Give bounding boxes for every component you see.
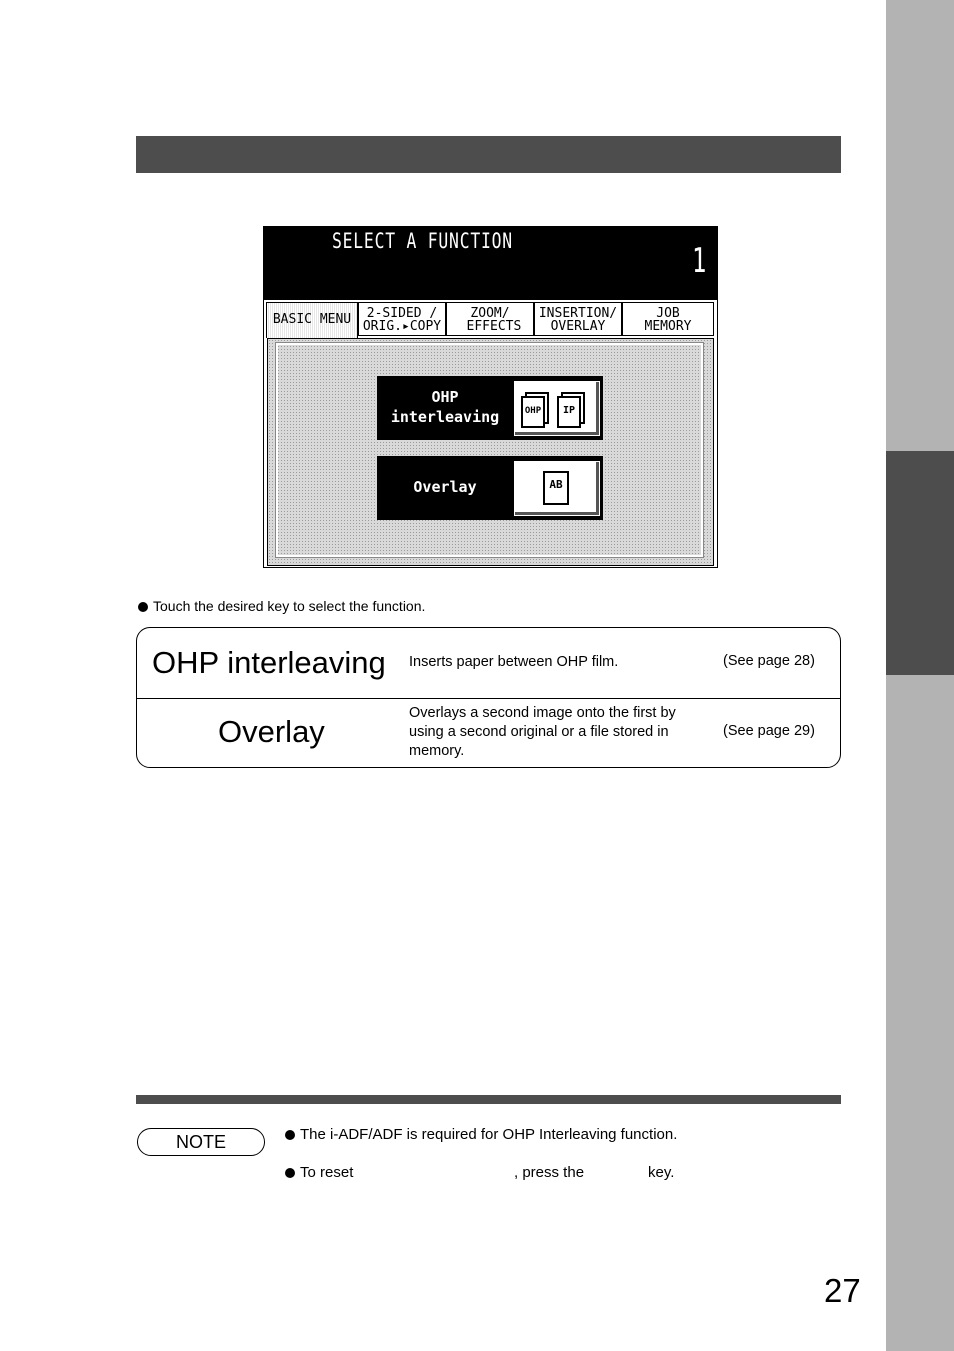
- function-ref-ohp: (See page 28): [723, 653, 815, 669]
- overlay-button-label: Overlay: [413, 478, 477, 496]
- bullet-icon: [138, 602, 148, 612]
- tab-basic-menu[interactable]: BASIC MENU: [266, 302, 358, 338]
- ohp-interleaving-button[interactable]: [377, 376, 603, 440]
- ohp-interleaving-icon: [514, 381, 600, 436]
- overlay-doc-icon: AB: [543, 471, 569, 505]
- function-desc-overlay: Overlays a second image onto the first by using a second original or a file stored in memory.: [409, 705, 676, 759]
- tab-2-sided[interactable]: 2-SIDED / ORIG.▸COPY: [358, 302, 446, 336]
- screen-body: [267, 338, 714, 566]
- function-ref-overlay: (See page 29): [723, 723, 815, 739]
- note-item-2-part2: , press the: [514, 1164, 585, 1181]
- control-panel-screen: [263, 226, 718, 568]
- note-divider-bar: [136, 1095, 841, 1104]
- note-item-2-part3: key.: [648, 1164, 675, 1181]
- ohp-interleaving-button-label: OHP interleaving: [390, 388, 500, 426]
- note-item-1: [285, 1126, 677, 1143]
- bullet-icon: [285, 1168, 295, 1178]
- side-strip: [886, 0, 954, 1351]
- bullet-icon: [285, 1130, 295, 1140]
- function-table: [136, 627, 841, 768]
- note-label: NOTE: [137, 1128, 265, 1156]
- tab-zoom-effects[interactable]: ZOOM/ EFFECTS: [446, 302, 534, 336]
- note-item-2: [285, 1164, 675, 1181]
- page-number: 27: [824, 1272, 861, 1309]
- note-item-1-text: The i-ADF/ADF is required for OHP Interleaving function.: [300, 1126, 678, 1143]
- tab-insertion-overlay[interactable]: INSERTION/ OVERLAY: [534, 302, 622, 336]
- overlay-button[interactable]: [377, 456, 603, 520]
- ohp-doc-front: OHP: [521, 396, 545, 428]
- overlay-icon: [514, 461, 600, 516]
- chapter-tab: [886, 451, 954, 675]
- function-name-ohp: OHP interleaving: [152, 645, 386, 680]
- section-header-bar: [136, 136, 841, 173]
- instruction-label: Touch the desired key to select the function.: [153, 598, 426, 614]
- screen-page-indicator: 1: [692, 241, 707, 281]
- tab-bar: [264, 302, 717, 338]
- function-name-overlay: Overlay: [218, 714, 325, 749]
- paper-doc-front: IP: [557, 396, 581, 428]
- function-desc-ohp: Inserts paper between OHP film.: [409, 654, 619, 670]
- instruction-text: [138, 598, 425, 614]
- screen-title: SELECT A FUNCTION: [332, 229, 513, 253]
- tab-job-memory[interactable]: JOB MEMORY: [622, 302, 714, 336]
- table-divider: [137, 698, 840, 699]
- screen-header: [264, 227, 717, 300]
- note-item-2-part1: To reset: [300, 1164, 354, 1181]
